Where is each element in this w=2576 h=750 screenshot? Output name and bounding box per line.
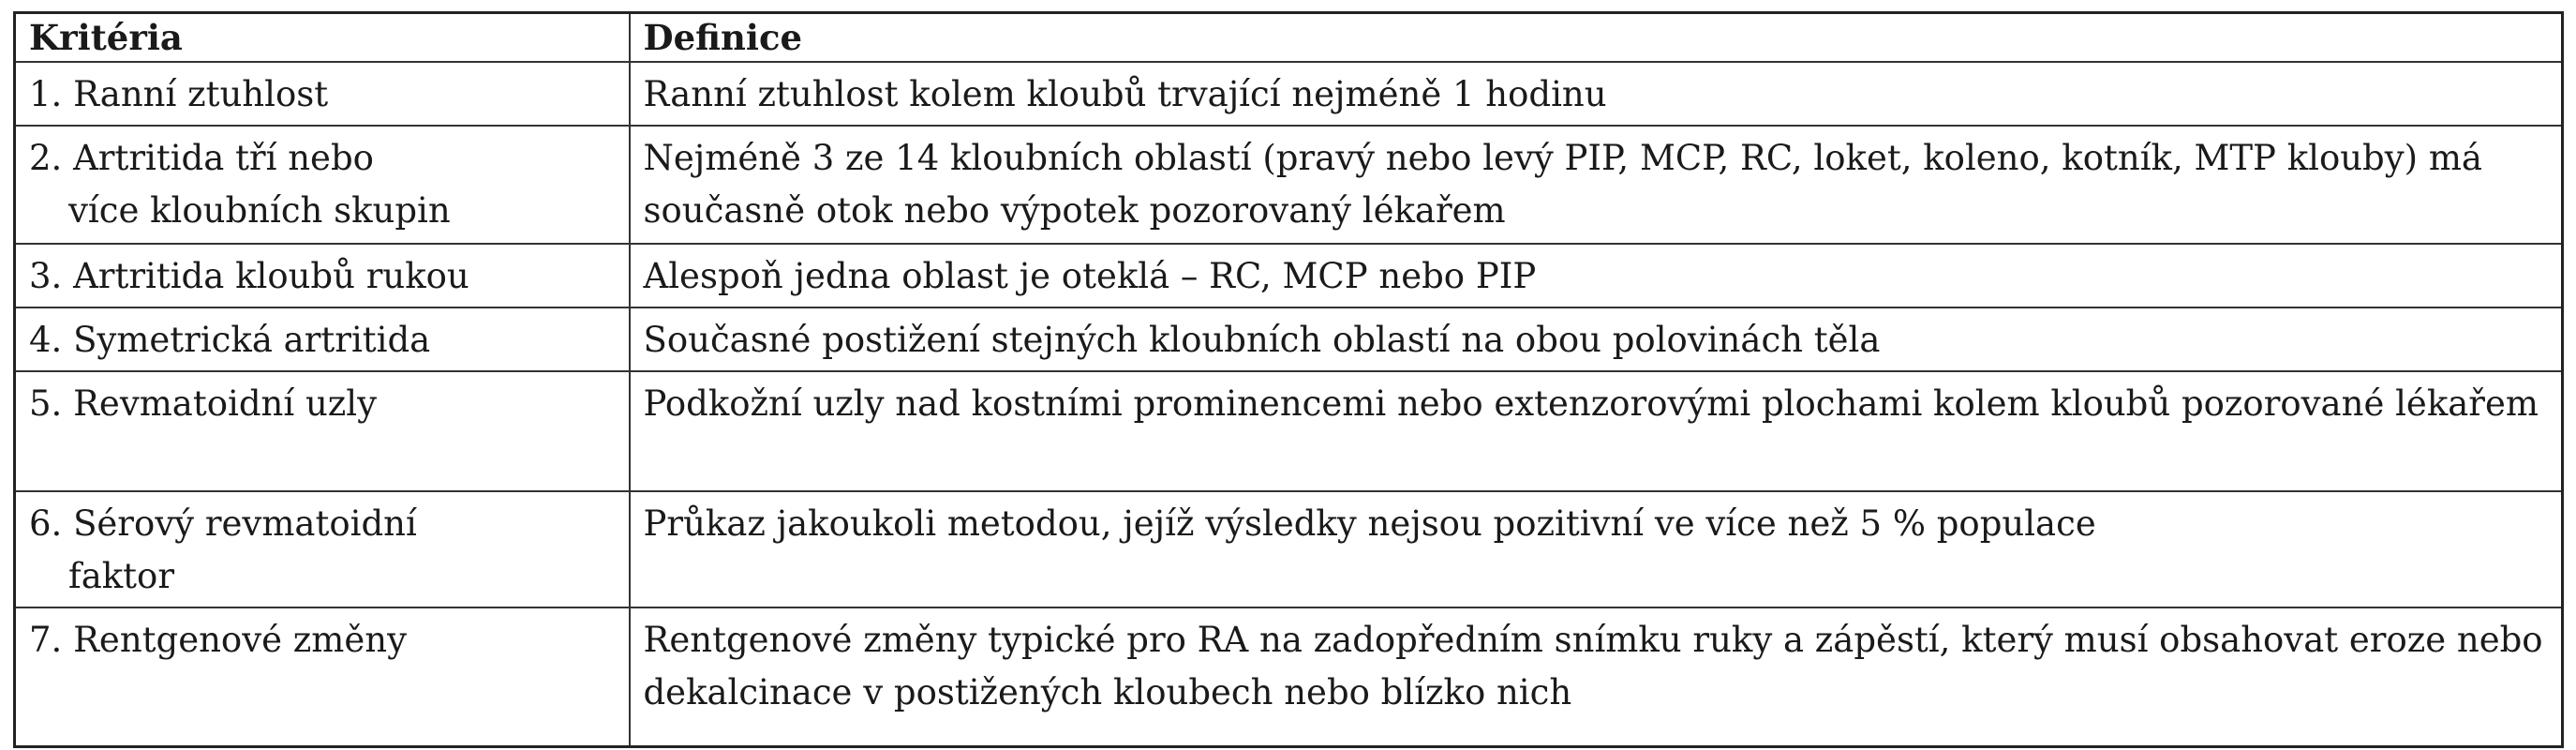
definition-cell: Nejméně 3 ze 14 kloubních oblastí (pravý nebo levý PIP, MCP, RC, loket, koleno, kotník, MTP klouby) má současně otok nebo výpotek pozorovaný lékařem xyxy=(630,126,2563,244)
definition-cell: Podkožní uzly nad kostními prominencemi nebo extenzorovými plochami kolem kloubů pozorované lékařem xyxy=(630,371,2563,491)
criteria-table-container xyxy=(13,11,2564,735)
criterion-cell xyxy=(15,371,630,491)
definition-cell: Rentgenové změny typické pro RA na zadopředním snímku ruky a zápěstí, který musí obsahovat eroze nebo dekalcinace v postižených kloubech nebo blízko nich xyxy=(630,608,2563,746)
definition-cell: Alespoň jedna oblast je oteklá – RC, MCP nebo PIP xyxy=(630,244,2563,308)
criterion-label: 2. Artritida tří nebo xyxy=(29,138,374,178)
criterion-cell xyxy=(15,491,630,608)
definition-cell: Průkaz jakoukoli metodou, jejíž výsledky nejsou pozitivní ve více než 5 % populace xyxy=(630,491,2563,608)
table-row xyxy=(15,491,2563,608)
criterion-cell xyxy=(15,62,630,126)
table-row xyxy=(15,608,2563,746)
criterion-cell xyxy=(15,308,630,371)
table-row xyxy=(15,371,2563,491)
criterion-label-continuation: více kloubních skupin xyxy=(68,190,451,231)
criterion-label-continuation: faktor xyxy=(68,556,175,596)
criterion-cell xyxy=(15,608,630,746)
criterion-label: 7. Rentgenové změny xyxy=(29,620,407,660)
table-row xyxy=(15,308,2563,371)
table-row xyxy=(15,126,2563,244)
criterion-label: 6. Sérový revmatoidní xyxy=(29,503,417,544)
table-row xyxy=(15,244,2563,308)
table-row xyxy=(15,62,2563,126)
definition-cell: Současné postižení stejných kloubních oblastí na obou polovinách těla xyxy=(630,308,2563,371)
criterion-label: 1. Ranní ztuhlost xyxy=(29,74,329,114)
definition-cell: Ranní ztuhlost kolem kloubů trvající nejméně 1 hodinu xyxy=(630,62,2563,126)
table-header-row xyxy=(15,13,2563,63)
criterion-label: 4. Symetrická artritida xyxy=(29,320,431,360)
column-header-definition: Definice xyxy=(630,13,2563,63)
criteria-table xyxy=(13,11,2564,748)
column-header-criteria: Kritéria xyxy=(15,13,630,63)
criterion-label: 3. Artritida kloubů rukou xyxy=(29,256,469,296)
criterion-label: 5. Revmatoidní uzly xyxy=(29,383,378,424)
criterion-cell xyxy=(15,126,630,244)
criterion-cell xyxy=(15,244,630,308)
